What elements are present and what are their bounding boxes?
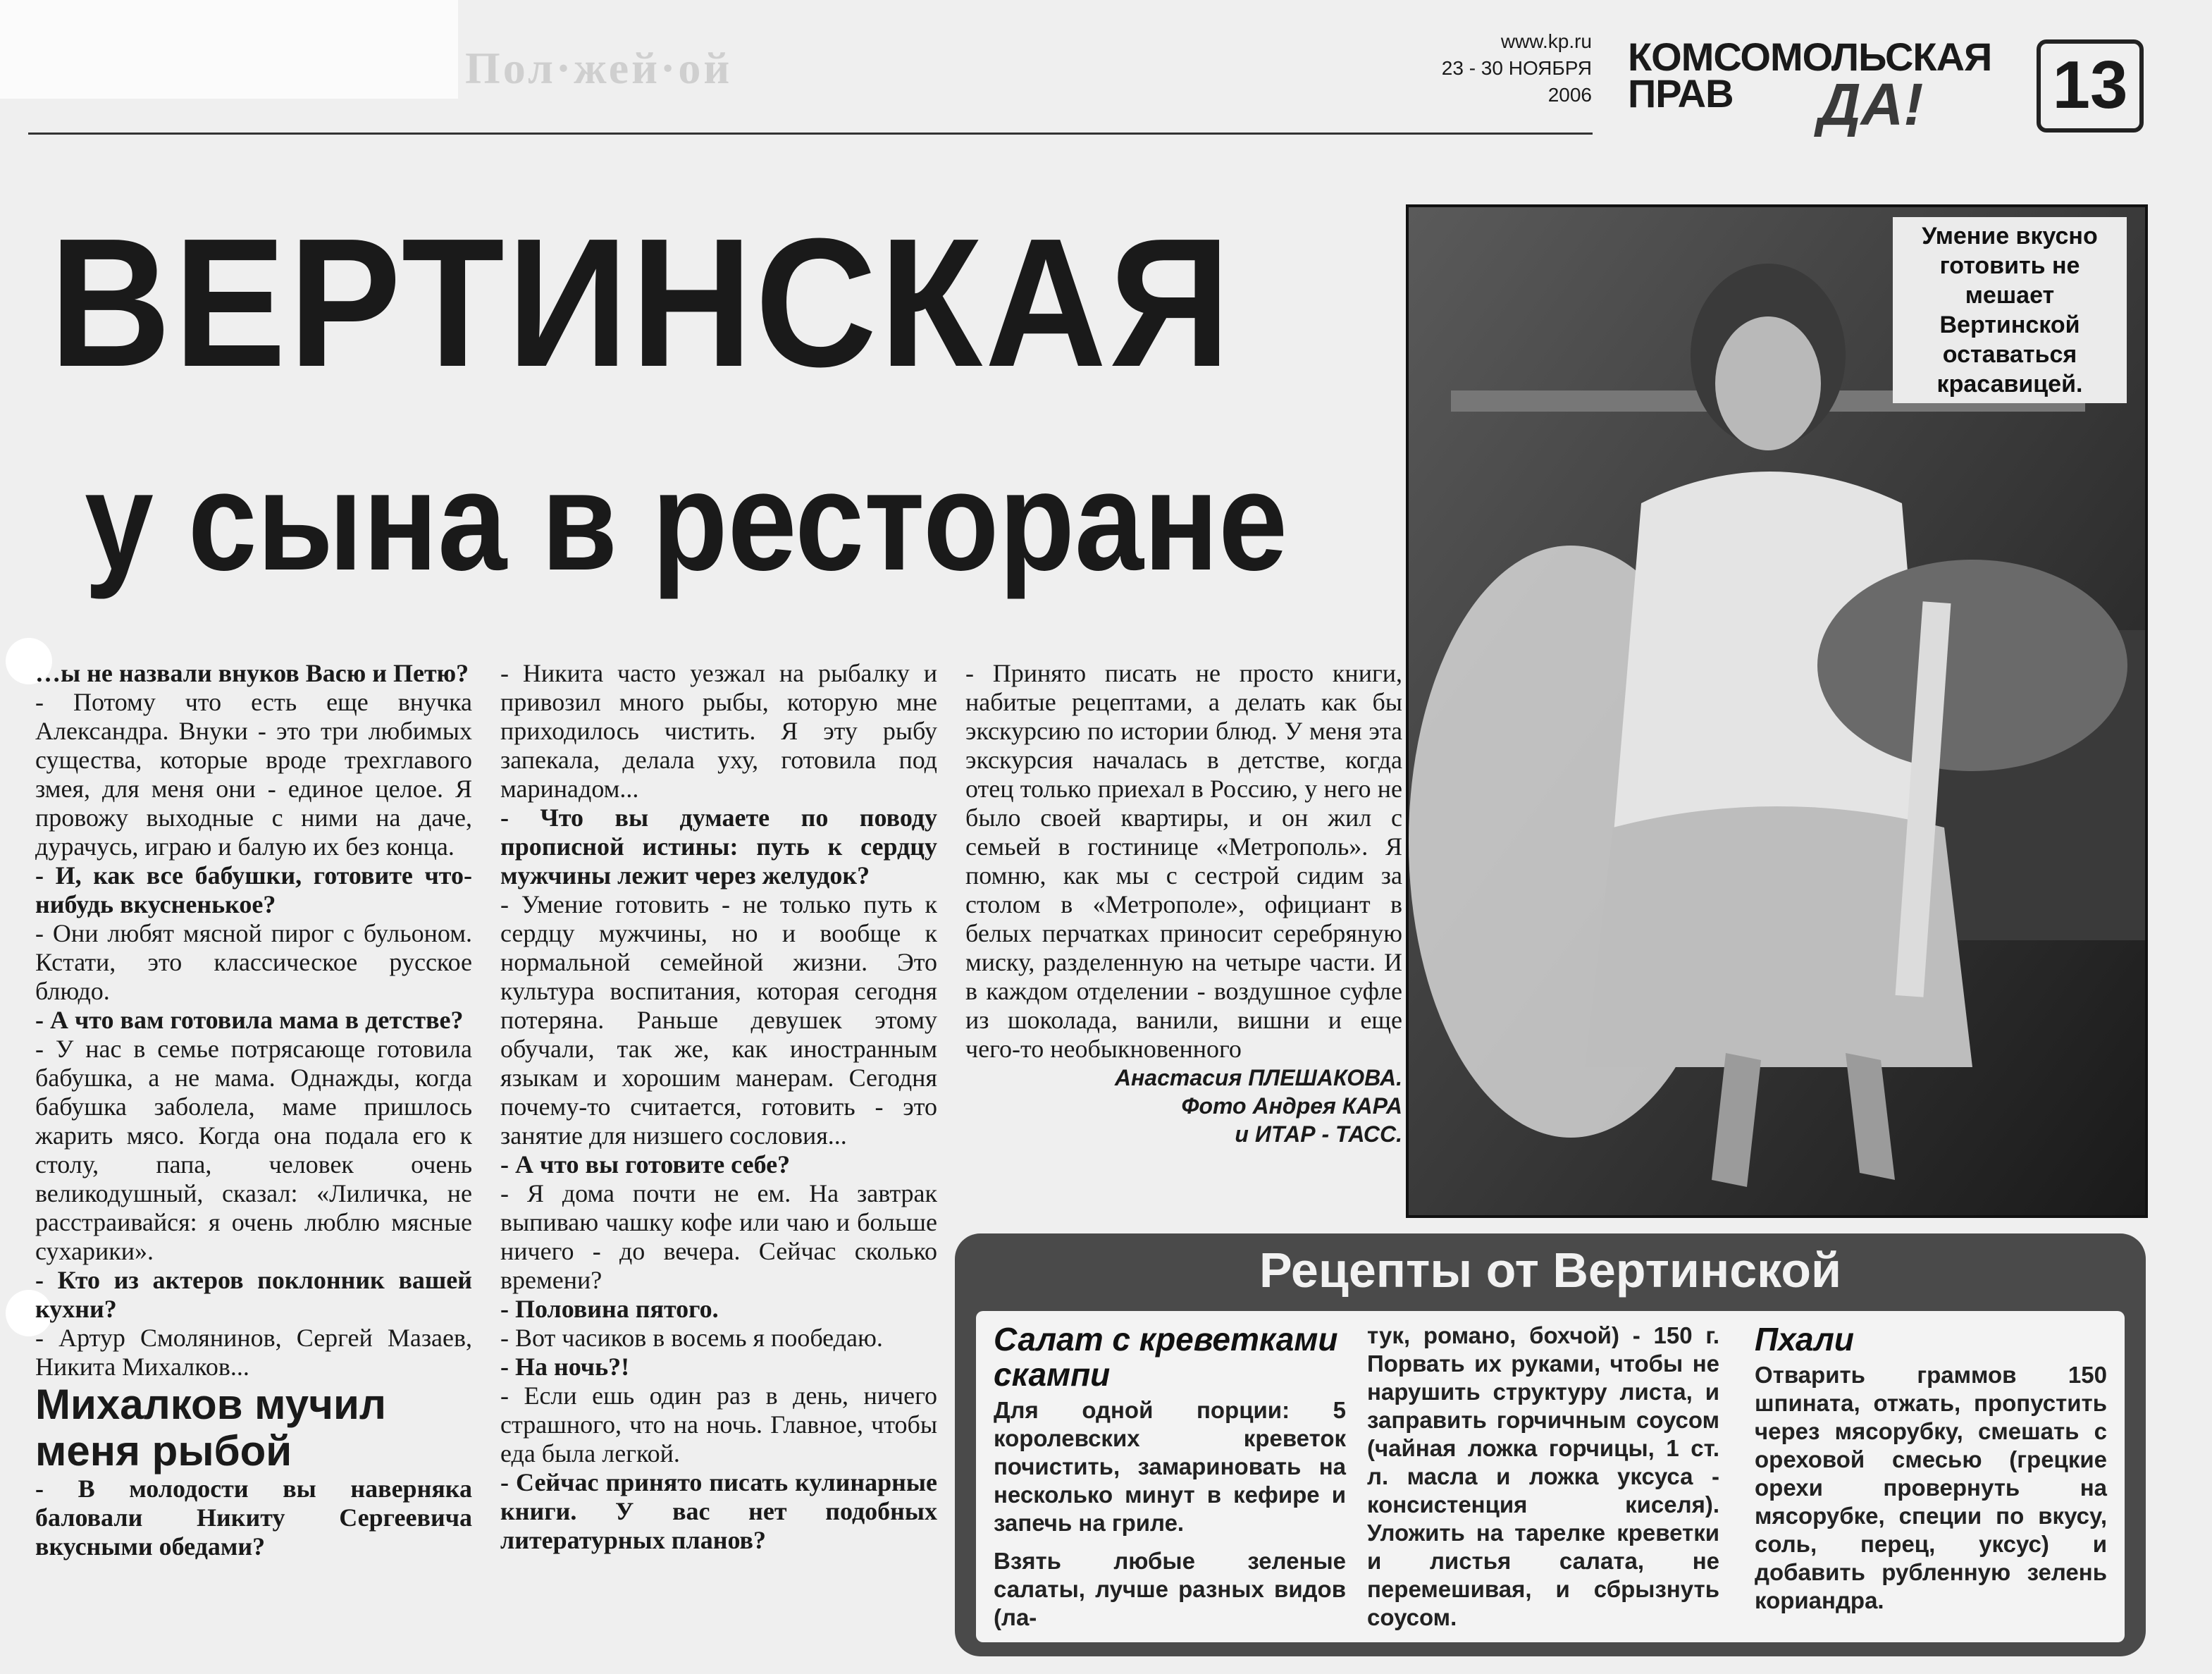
interview-answer: - У нас в семье потрясающе готовила бабушка, а не мама. Однажды, когда бабушка заболела, маме пришлось жарить мясо. Когда она подала его к столу, папа, человек очень великодушный, сказал: «Лиличка, не расстраивайся: я очень люблю мясные сухарики».: [35, 1035, 472, 1265]
interview-question: - Половина пятого.: [500, 1295, 719, 1323]
interview-question: - А что вам готовила мама в детстве?: [35, 1006, 464, 1034]
recipes-title: Рецепты от Вертинской: [1259, 1243, 1842, 1298]
issue-date: 23 - 30 НОЯБРЯ: [1441, 57, 1592, 79]
photo-caption: Умение вкусно готовить не мешает Вертинской оставаться красавицей.: [1893, 217, 2127, 403]
page-number: 13: [2037, 39, 2144, 133]
interview-question: - А что вы готовите себе?: [500, 1150, 791, 1178]
headline-main: ВЕРТИНСКАЯ: [49, 201, 1233, 405]
headline-sub: у сына в ресторане: [85, 443, 1288, 600]
byline: Фото Андрея КАРА: [1181, 1093, 1402, 1119]
interview-answer: - Вот часиков в восемь я пообедаю.: [500, 1324, 883, 1352]
interview-question: - И, как все бабушки, готовите что-нибудь вкусненькое?: [35, 861, 472, 918]
logo-line2: ПРАВ: [1628, 71, 1734, 116]
interview-answer: - Они любят мясной пирог с бульоном. Кстати, это классическое русское блюдо.: [35, 919, 472, 1005]
recipe-salad-text2: Взять любые зеленые салаты, лучше разных видов (ла-: [994, 1548, 1346, 1630]
interview-question: - Сейчас принято писать кулинарные книги. У вас нет подобных литературных планов?: [500, 1468, 937, 1554]
article-column-1: [35, 659, 472, 1561]
subheading: Михалков мучил меня рыбой: [35, 1381, 386, 1475]
interview-question: - На ночь?!: [500, 1353, 630, 1381]
recipe-salad-text1: Для одной порции: 5 королевских креветок почистить, замариновать на несколько минут в кефире и запечь на гриле.: [994, 1397, 1346, 1536]
byline: и ИТАР - ТАСС.: [1235, 1121, 1402, 1147]
interview-answer: - Потому что есть еще внучка Александра. Внуки - это три любимых существа, которые вроде трехглавого змея, для меня они - единое целое. Я провожу выходные с ними на даче, дурачусь, играю и балую их без конца.: [35, 688, 472, 861]
masthead-info: [1442, 28, 1592, 109]
interview-answer: - Умение готовить - не только путь к сердцу мужчины, но и вообще к нормальной семейной жизни. Это культура воспитания, которая сегодня потеряна. Раньше девушек этому обучали, так же, как иностранным языкам и хорошим манерам. Сегодня почему-то считается, готовить - это занятие для низшего сословия...: [500, 890, 937, 1150]
interview-answer: - Принято писать не просто книги, набитые рецептами, а делать как бы экскурсию по истории блюд. У меня эта экскурсия началась в детстве, когда отец только приехал в Россию, у него не было своей квартиры, и он жил с семьей в гостинице «Метрополь». Я помню, как мы с сестрой сидим за столом в «Метрополе», официант в белых перчатках приносит серебряную миску, разделенную на четыре части. И в каждом отделении - воздушное суфле из шоколада, ванили, вишни и еще чего-то необыкновенного: [965, 659, 1402, 1063]
recipe-salad-col1: [994, 1322, 1346, 1632]
site-url[interactable]: www.kp.ru: [1500, 30, 1592, 52]
interview-question: - Кто из актеров поклонник вашей кухни?: [35, 1266, 472, 1323]
torn-corner: [0, 0, 458, 99]
interview-question: - В молодости вы наверняка баловали Никиту Сергеевича вкусными обедами?: [35, 1475, 472, 1561]
logo-line1: КОМСОМОЛЬСКАЯ: [1628, 35, 1992, 79]
interview-question: …ы не назвали внуков Васю и Петю?: [35, 659, 469, 687]
recipe-salad-title: Салат с креветками скампи: [994, 1321, 1338, 1393]
interview-answer: - Никита часто уезжал на рыбалку и привозил много рыбы, которую мне приходилось чистить. Я эту рыбу запекала, делала уху, готовила под маринадом...: [500, 659, 937, 803]
bleed-through-text: Пол·жей·ой: [465, 43, 733, 93]
recipe-pkhali: [1755, 1322, 2107, 1615]
article-column-2: [500, 659, 937, 1555]
issue-year: 2006: [1547, 84, 1592, 106]
recipe-pkhali-text: Отварить граммов 150 шпината, отжать, пропустить через мясорубку, смешать с ореховой смесью (грецкие орехи провернуть на мясорубке, специи по вкусу, соль, перец, уксус) и добавить рубленную зелень кориандра.: [1755, 1362, 2107, 1613]
interview-question: - Что вы думаете по поводу прописной истины: путь к сердцу мужчины лежит через желудок?: [500, 804, 937, 890]
recipe-salad-col2: [1367, 1322, 1719, 1632]
interview-answer: - Я дома почти не ем. На завтрак выпиваю чашку кофе или чаю и больше ничего - до вечера. Сейчас сколько времени?: [500, 1179, 937, 1294]
photo-vertinskaya: [1406, 204, 2148, 1218]
recipe-salad-text3: тук, романо, бохчой) - 150 г. Порвать их руками, чтобы не нарушить структуру листа, и заправить горчичным соусом (чайная ложка горчицы, 1 ст. л. масла и ложка уксуса - консистенция киселя). Уложить на тарелке креветки и листья салата, не перемешивая, и сбрызнуть соусом.: [1367, 1322, 1719, 1630]
byline: Анастасия ПЛЕШАКОВА.: [1114, 1065, 1402, 1090]
header-rule: [28, 133, 1593, 135]
interview-answer: - Если ешь один раз в день, ничего страшного, что на ночь. Главное, чтобы еда была легкой.: [500, 1381, 937, 1467]
article-column-3: [965, 659, 1402, 1148]
logo-line3: ДА!: [1818, 71, 1924, 137]
recipe-pkhali-title: Пхали: [1755, 1321, 1854, 1358]
interview-answer: - Артур Смолянинов, Сергей Мазаев, Никита Михалков...: [35, 1324, 472, 1381]
